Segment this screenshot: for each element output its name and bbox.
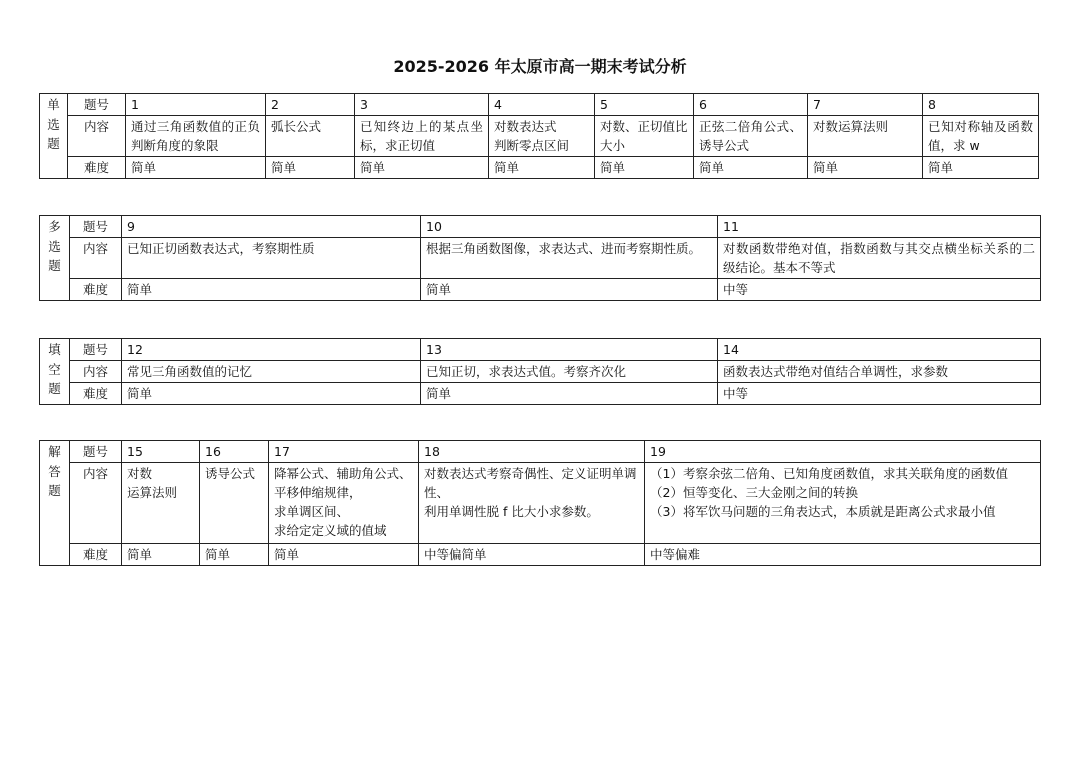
question-content: 对数运算法则 (808, 116, 923, 157)
page-title: 2025-2026 年太原市高一期末考试分析 (393, 57, 687, 76)
question-number: 15 (122, 441, 200, 463)
multiple-choice-table (39, 215, 1041, 301)
question-difficulty: 简单 (266, 157, 355, 179)
question-content: 已知正切函数表达式，考察期性质 (122, 238, 421, 279)
question-difficulty: 中等偏难 (645, 544, 1041, 566)
question-difficulty: 简单 (489, 157, 595, 179)
question-number: 4 (489, 94, 595, 116)
question-difficulty: 简单 (355, 157, 489, 179)
single-choice-table (39, 93, 1039, 179)
row-label-content: 内容 (68, 116, 126, 157)
row-label-content: 内容 (70, 361, 122, 383)
question-number: 17 (269, 441, 419, 463)
section-label: 多 选 题 (40, 216, 70, 301)
row-label-difficulty: 难度 (68, 157, 126, 179)
question-number: 2 (266, 94, 355, 116)
question-difficulty: 简单 (421, 383, 718, 405)
row-label-content: 内容 (70, 238, 122, 279)
question-number: 6 (694, 94, 808, 116)
question-difficulty: 简单 (808, 157, 923, 179)
question-difficulty: 中等 (718, 383, 1041, 405)
question-number: 7 (808, 94, 923, 116)
row-label-number: 题号 (70, 339, 122, 361)
question-content: 已知正切，求表达式值。考察齐次化 (421, 361, 718, 383)
question-difficulty: 简单 (923, 157, 1039, 179)
question-number: 5 (595, 94, 694, 116)
question-content: 已知对称轴及函数值，求 w (923, 116, 1039, 157)
row-label-number: 题号 (70, 441, 122, 463)
question-number: 16 (200, 441, 269, 463)
question-content: 对数 运算法则 (122, 463, 200, 544)
question-number: 10 (421, 216, 718, 238)
question-number: 8 (923, 94, 1039, 116)
question-difficulty: 中等 (718, 279, 1041, 301)
question-number: 13 (421, 339, 718, 361)
question-number: 19 (645, 441, 1041, 463)
section-label: 填 空 题 (40, 339, 70, 405)
question-content: 函数表达式带绝对值结合单调性，求参数 (718, 361, 1041, 383)
row-label-difficulty: 难度 (70, 383, 122, 405)
question-content: 降幂公式、辅助角公式、 平移伸缩规律， 求单调区间、 求给定定义域的值域 (269, 463, 419, 544)
question-content: 弧长公式 (266, 116, 355, 157)
question-content: 根据三角函数图像，求表达式、进而考察期性质。 (421, 238, 718, 279)
question-number: 3 (355, 94, 489, 116)
question-difficulty: 简单 (421, 279, 718, 301)
fill-in-blank-table (39, 338, 1041, 405)
question-difficulty: 简单 (122, 279, 421, 301)
row-label-number: 题号 (68, 94, 126, 116)
question-difficulty: 简单 (126, 157, 266, 179)
row-label-number: 题号 (70, 216, 122, 238)
question-number: 11 (718, 216, 1041, 238)
row-label-difficulty: 难度 (70, 279, 122, 301)
section-label: 解 答 题 (40, 441, 70, 566)
question-number: 1 (126, 94, 266, 116)
question-number: 12 (122, 339, 421, 361)
question-content: 对数表达式考察奇偶性、定义证明单调性、 利用单调性脱 f 比大小求参数。 (419, 463, 645, 544)
row-label-difficulty: 难度 (70, 544, 122, 566)
question-difficulty: 中等偏简单 (419, 544, 645, 566)
question-content: 对数、正切值比大小 (595, 116, 694, 157)
free-response-table (39, 440, 1041, 566)
question-content: 常见三角函数值的记忆 (122, 361, 421, 383)
question-number: 14 (718, 339, 1041, 361)
question-content: 正弦二倍角公式、诱导公式 (694, 116, 808, 157)
question-content: 诱导公式 (200, 463, 269, 544)
question-content: 已知终边上的某点坐标，求正切值 (355, 116, 489, 157)
question-number: 18 (419, 441, 645, 463)
row-label-content: 内容 (70, 463, 122, 544)
question-content: 对数表达式 判断零点区间 (489, 116, 595, 157)
question-number: 9 (122, 216, 421, 238)
question-difficulty: 简单 (595, 157, 694, 179)
section-label: 单 选 题 (40, 94, 68, 179)
question-content: 通过三角函数值的正负判断角度的象限 (126, 116, 266, 157)
question-difficulty: 简单 (694, 157, 808, 179)
question-difficulty: 简单 (122, 383, 421, 405)
question-difficulty: 简单 (200, 544, 269, 566)
question-content: （1）考察余弦二倍角、已知角度函数值，求其关联角度的函数值 （2）恒等变化、三大金刚之间的转换 （3）将军饮马问题的三角表达式，本质就是距离公式求最小值 (645, 463, 1041, 544)
question-difficulty: 简单 (122, 544, 200, 566)
question-content: 对数函数带绝对值，指数函数与其交点横坐标关系的二级结论。基本不等式 (718, 238, 1041, 279)
question-difficulty: 简单 (269, 544, 419, 566)
